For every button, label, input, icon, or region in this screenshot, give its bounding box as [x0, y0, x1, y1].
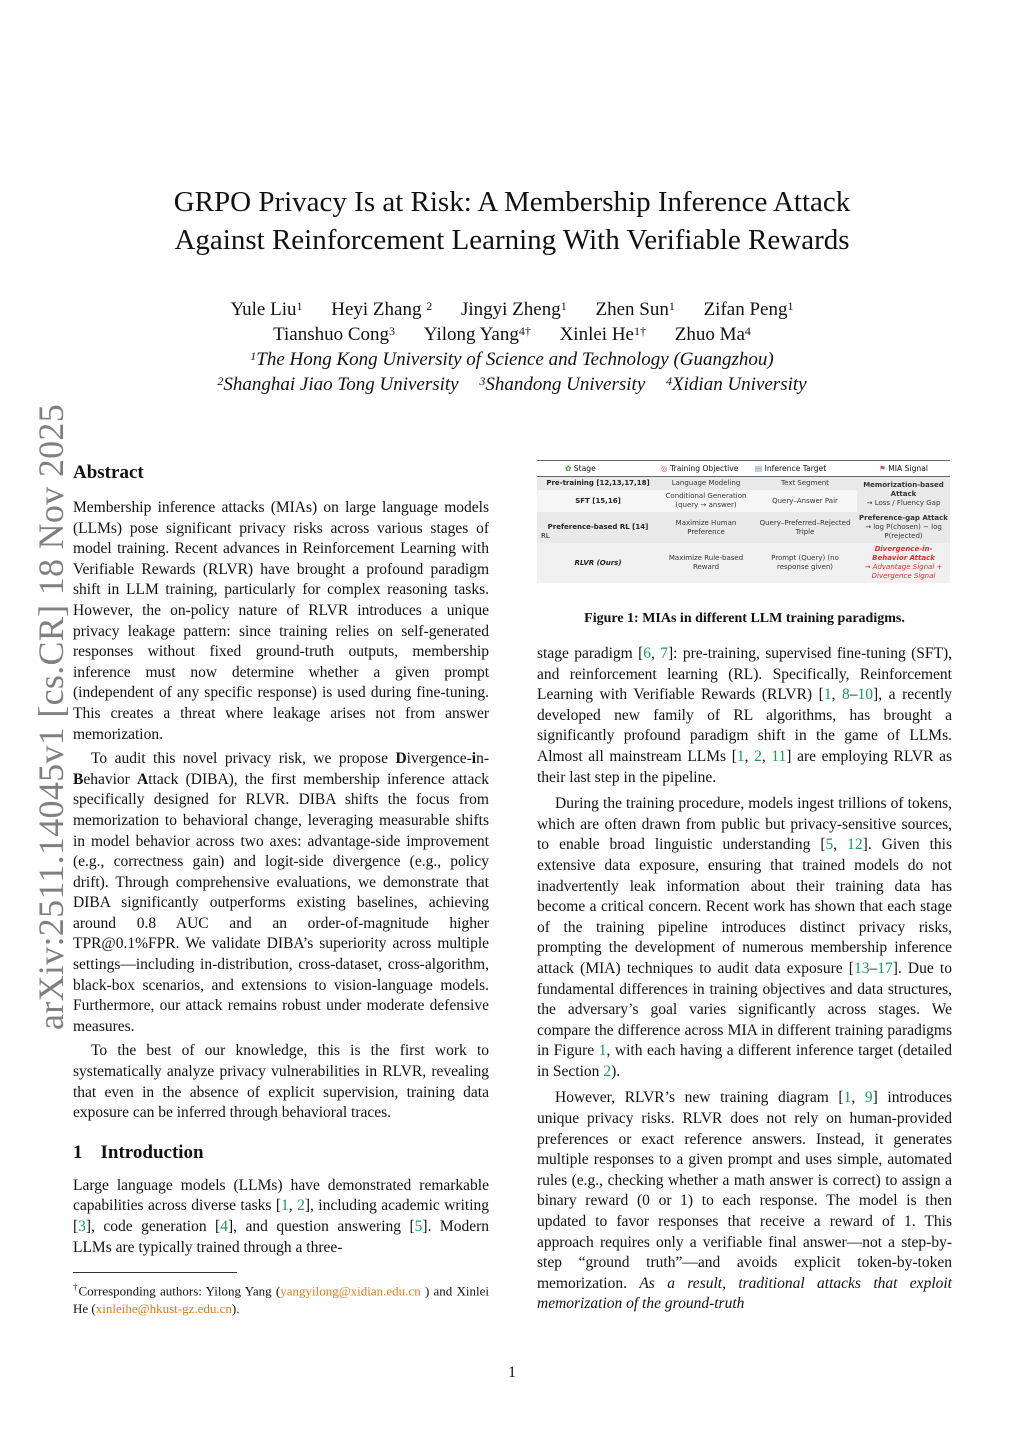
citation-link[interactable]: 1 [281, 1197, 289, 1215]
table-row [537, 512, 950, 543]
table-cell: Prompt (Query) (no response given) [753, 543, 857, 583]
citation-link[interactable]: 5 [825, 836, 834, 854]
table-cell: Maximize Rule-based Reward [659, 543, 753, 583]
author-block [0, 297, 1024, 397]
table-cell: SFT [15,16] [537, 490, 659, 512]
citation-link[interactable]: 2 [754, 747, 762, 765]
rl-bracket-label: RL [541, 532, 550, 540]
table-cell: Maximize Human Preference [659, 512, 753, 543]
memorization-signal-cell: Memorization-based Attack → Loss / Fluency Gap [857, 477, 950, 513]
figure-caption: Figure 1: MIAs in different LLM training paradigms. [584, 611, 905, 626]
right-column [537, 644, 952, 1315]
citation-link[interactable]: 9 [864, 1089, 873, 1107]
citation-link[interactable]: 1 [823, 686, 832, 704]
title-line-2: Against Reinforcement Learning With Verifiable Rewards [174, 224, 850, 256]
header-signal: ⚑ MIA Signal [857, 461, 950, 477]
document-icon: ▤ [755, 464, 763, 473]
header-target: ▤ Inference Target [753, 461, 857, 477]
citation-link[interactable]: 3 [78, 1218, 86, 1235]
author: Tianshuo Cong$^3$ [273, 324, 396, 345]
author: Yule Liu$^1$ [230, 299, 303, 320]
mia-comparison-table [537, 460, 950, 583]
citation-link[interactable]: 7 [660, 645, 668, 662]
abstract-paragraph-3: To the best of our knowledge, this is the first work to systematically analyze privacy vulnerabilities in RLVR, revealing that even in the absence of explicit supervision, training data exposure can be inferred through behavioral traces. [73, 1042, 489, 1122]
email-link[interactable]: yangyilong@xidian.edu.cn [280, 1283, 421, 1299]
citation-link[interactable]: 13 [853, 959, 870, 977]
footnote-divider [73, 1272, 237, 1273]
author: Yilong Yang$^{4\dagger}$ [423, 324, 531, 345]
author: Xinlei $He^{1\dagger}$ [559, 324, 646, 345]
citation-link[interactable]: 5 [414, 1218, 423, 1235]
author: Zifan Peng$^1$ [703, 299, 794, 320]
table-cell: Text Segment [753, 477, 857, 491]
citation-link[interactable]: 4 [220, 1218, 228, 1235]
citation-link[interactable]: 17 [877, 959, 893, 977]
sprout-icon: ✿ [565, 464, 572, 473]
abstract-paragraph-2: To audit this novel privacy risk, we propose Divergence-in-Behavior Attack (DIBA), the first membership inference attack specifically designed for RLVR. DIBA shifts the focus from memorization to behavioral change, leveraging measurable shifts in model behavior across two axes: advantage-side improvement (e.g., correctness gain) and logit-side divergence (e.g., policy drift). Through comprehensive evaluations, we demonstrate that DIBA significantly outperforms existing baselines, achieving around 0.8 AUC and an order-of-magnitude higher TPR@0.1%FPR. We validate DIBA’s superiority across multiple settings—including in-distribution, cross-dataset, cross-algorithm, black-box scenarios, and extensions to vision-language models. Furthermore, our attack remains robust under moderate defensive measures. [73, 750, 489, 1035]
arxiv-identifier: arXiv:2511.14045v1 [cs.CR] 18 Nov 2025 [31, 403, 71, 1030]
intro-paragraph-1: Large language models (LLMs) have demonstrated remarkable capabilities across diverse tasks [1, 2], including academic writing [3], code generation [4], and question answering [5]. Modern LLMs are typically trained through a three- [73, 1176, 490, 1256]
introduction-heading: 1 Introduction [73, 1141, 204, 1163]
header-stage: ✿ Stage [537, 461, 659, 477]
author: Zhuo Ma$^4$ [674, 324, 751, 345]
ours-signal-cell: Divergence-in-Behavior Attack → Advantage Signal + Divergence Signal [857, 543, 950, 583]
table-cell: Pre-training [12,13,17,18] [537, 477, 659, 491]
author: Jingyi Zheng$^1$ [460, 299, 567, 320]
title-line-1: GRPO Privacy Is at Risk: A Membership Inference Attack [173, 186, 851, 218]
author-row-2 [0, 322, 1024, 347]
email-link[interactable]: xinleihe@hkust-gz.edu.cn [95, 1300, 232, 1316]
abstract-heading: Abstract [73, 462, 144, 483]
table-cell: Query–Preferred–Rejected Triple [753, 512, 857, 543]
page-number: 1 [508, 1364, 516, 1381]
header-objective: ◎ Training Objective [659, 461, 753, 477]
target-icon: ◎ [661, 464, 668, 473]
paper-title [0, 183, 1024, 259]
author: Heyi Zhang $^2$ [331, 299, 433, 320]
right-paragraph-3: However, RLVR’s new training diagram [1, 9] introduces unique privacy risks. RLVR does not rely on human-provided preferences or exact reference answers. Instead, it generates multiple responses to a given prompt and uses simple, automated rules (e.g., checking whether a math answer is correct) to assign a binary reward (0 or 1) to each response. The model is then updated to favor responses that receive a reward of 1. This approach requires only a verifiable final answer—not a step-by-step “ground truth”—and avoids explicit token-by-token memorization. As a result, traditional attacks that exploit memorization of the ground-truth [537, 1089, 952, 1313]
table-cell: Query–Answer Pair [753, 490, 857, 512]
table-row [537, 543, 950, 583]
citation-link[interactable]: 12 [847, 836, 863, 854]
figure-reference-link[interactable]: 1 [598, 1042, 607, 1060]
footnote: †Corresponding authors: Yilong Yang (yangyilong@xidian.edu.cn ) and Xinlei He (xinleihe@hkust-gz.edu.cn). [73, 1282, 489, 1316]
citation-link[interactable]: 6 [643, 645, 652, 662]
table-cell: RLVR (Ours) [537, 543, 659, 583]
table-header-row [537, 461, 950, 477]
citation-link[interactable]: 1 [736, 747, 745, 765]
left-column [73, 458, 489, 1317]
abstract-paragraph-1: Membership inference attacks (MIAs) on large language models (LLMs) pose significant privacy risks across various stages of model training. Recent advances in Reinforcement Learning with Verifiable Rewards (RLVR) have brought a profound paradigm shift in LLM training, particularly for complex reasoning tasks. However, the on-policy nature of RLVR introduces a unique privacy leakage pattern: since training relies on self-generated responses without fixed ground-truth outputs, membership inference must now determine whether a given prompt (independent of any specific response) is used during fine-tuning. This creates a threat where leakage arises not from answer memorization. [73, 499, 489, 743]
citation-link[interactable]: 11 [771, 747, 787, 765]
citation-link[interactable]: 2 [297, 1197, 305, 1215]
signal-icon: ⚑ [879, 464, 886, 473]
citation-link[interactable]: 1 [843, 1089, 852, 1107]
citation-link[interactable]: 8 [842, 686, 850, 704]
author: Zhen Sun$^1$ [595, 299, 675, 320]
section-reference-link[interactable]: 2 [603, 1062, 612, 1080]
preference-signal-cell: Preference-gap Attack → log P(chosen) − log P(rejected) [857, 512, 950, 543]
table-cell: Conditional Generation (query → answer) [659, 490, 753, 512]
right-paragraph-1: stage paradigm [6, 7]: pre-training, supervised fine-tuning (SFT), and reinforcement learning (RL). Specifically, Reinforcement Learning with Verifiable Rewards (RLVR) [1, 8–10], a recently developed new family of RL algorithms, has brought a significantly profound paradigm shift in the game of LLMs. Almost all mainstream LLMs [1, 2, 11] are employing RLVR as their last step in the pipeline. [537, 645, 953, 786]
table-row [537, 477, 950, 491]
affiliation-1: $^1$The Hong Kong University of Science and Technology (Guangzhou) [250, 349, 774, 370]
citation-link[interactable]: 10 [857, 686, 874, 704]
affiliation-2: $^2$Shanghai Jiao Tong University $^3$Shandong University $^4$Xidian University [217, 374, 807, 395]
table-cell: Preference-based RL [14] [537, 512, 659, 543]
figure-1 [537, 460, 952, 627]
right-paragraph-2: During the training procedure, models ingest trillions of tokens, which are often drawn from public but privacy-sensitive sources, to enable broad linguistic understanding [5, 12]. Given this extensive data exposure, ensuring that trained models do not inadvertently leak information about their training data has become a critical concern. Recent work has shown that each stage of the training pipeline introduces distinct privacy risks, prompting the development of numerous membership inference attack (MIA) techniques to audit data exposure [13–17]. Due to fundamental differences in training objectives and data structures, the adversary’s goal varies significantly across stages. We compare the difference across MIA in different training paradigms in Figure 1, with each having a different inference target (detailed in Section 2). [537, 795, 953, 1080]
table-cell: Language Modeling [659, 477, 753, 491]
author-row-1 [0, 297, 1024, 322]
